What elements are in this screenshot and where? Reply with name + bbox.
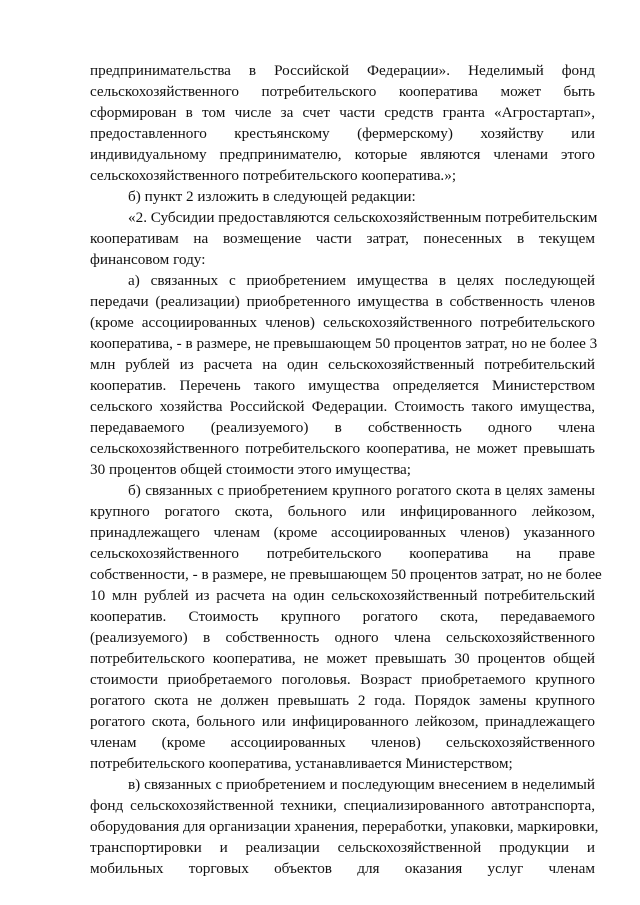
text-line: потребительского кооператива, устанавливается Министерством;: [90, 755, 513, 772]
text-line: потребительского кооператива, не может превышать 30 процентов общей: [90, 650, 595, 667]
text-line: собственности, - в размере, не превышающем 50 процентов затрат, но не более: [90, 566, 602, 583]
text-line: передаваемого (реализуемого) в собственность одного члена: [90, 419, 595, 436]
text-line: членам (кроме ассоциированных членов) сельскохозяйственного: [90, 734, 595, 751]
text-line: предоставленного крестьянскому (фермерскому) хозяйству или: [90, 125, 595, 142]
text-line: предпринимательства в Российской Федерации». Неделимый фонд: [90, 62, 595, 79]
text-line: мобильных торговых объектов для оказания услуг членам: [90, 860, 595, 877]
text-line: рогатого скота, больного или инфицированного лейкозом, принадлежащего: [90, 713, 595, 730]
text-line: сельскохозяйственного потребительского кооператива.»;: [90, 167, 457, 184]
text-line: «2. Субсидии предоставляются сельскохозяйственным потребительским: [128, 209, 598, 226]
text-line: фонд сельскохозяйственной техники, специализированного автотранспорта,: [90, 797, 595, 814]
text-line: транспортировки и реализации сельскохозяйственной продукции и: [90, 839, 595, 856]
text-line: принадлежащего членам (кроме ассоциированных членов) указанного: [90, 524, 595, 541]
text-line: в) связанных с приобретением и последующим внесением в неделимый: [128, 776, 595, 793]
text-line: б) связанных с приобретением крупного рогатого скота в целях замены: [128, 482, 595, 499]
text-line: кооператив. Перечень такого имущества определяется Министерством: [90, 377, 595, 394]
text-line: сельскохозяйственного потребительского кооператива может быть: [90, 83, 595, 100]
text-line: стоимости приобретаемого поголовья. Возраст приобретаемого крупного: [90, 671, 595, 688]
text-line: оборудования для организации хранения, переработки, упаковки, маркировки,: [90, 818, 599, 835]
text-line: млн рублей из расчета на один сельскохозяйственный потребительский: [90, 356, 595, 373]
text-line: б) пункт 2 изложить в следующей редакции:: [128, 188, 416, 205]
text-line: 10 млн рублей из расчета на один сельскохозяйственный потребительский: [90, 587, 595, 604]
text-line: сельского хозяйства Российской Федерации. Стоимость такого имущества,: [90, 398, 595, 415]
text-line: кооперативам на возмещение части затрат, понесенных в текущем: [90, 230, 595, 247]
text-line: рогатого скота не должен превышать 2 года. Порядок замены крупного: [90, 692, 595, 709]
text-line: сельскохозяйственного потребительского кооператива, не может превышать: [90, 440, 595, 457]
text-line: сформирован в том числе за счет части средств гранта «Агростартап»,: [90, 104, 595, 121]
text-line: (кроме ассоциированных членов) сельскохозяйственного потребительского: [90, 314, 595, 331]
text-line: кооператива, - в размере, не превышающем 50 процентов затрат, но не более 3: [90, 335, 598, 352]
text-line: индивидуальному предпринимателю, которые являются членами этого: [90, 146, 595, 163]
text-line: финансовом году:: [90, 251, 206, 268]
text-line: крупного рогатого скота, больного или инфицированного лейкозом,: [90, 503, 595, 520]
text-line: кооператив. Стоимость крупного рогатого скота, передаваемого: [90, 608, 595, 625]
text-line: а) связанных с приобретением имущества в целях последующей: [128, 272, 595, 289]
text-line: передачи (реализации) приобретенного имущества в собственность членов: [90, 293, 595, 310]
text-line: сельскохозяйственного потребительского кооператива на праве: [90, 545, 595, 562]
text-line: (реализуемого) в собственность одного члена сельскохозяйственного: [90, 629, 595, 646]
text-line: 30 процентов общей стоимости этого имущества;: [90, 461, 412, 478]
